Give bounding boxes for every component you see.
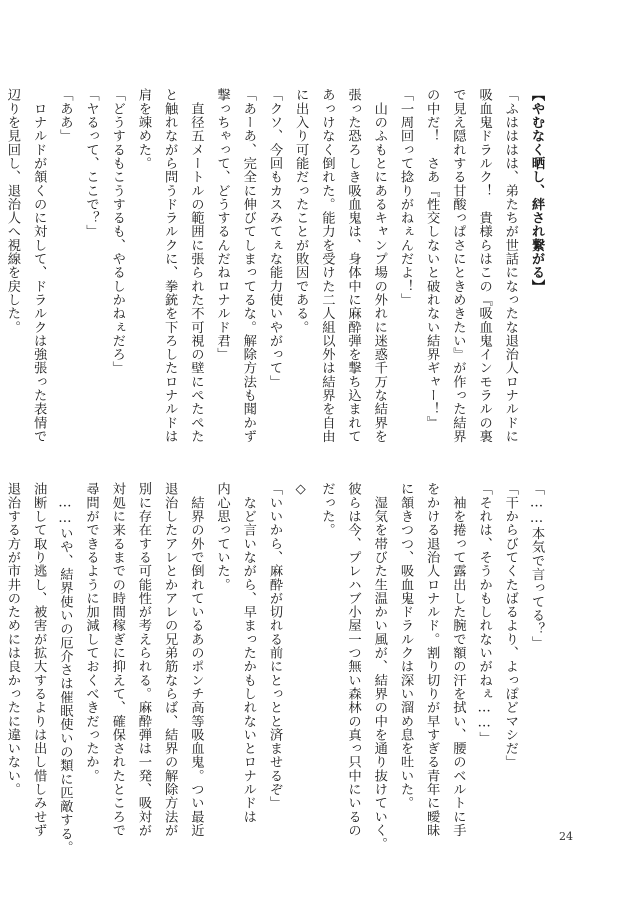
text-line: 「クソ、今回もカスみてぇな能力使いやがって」 [266, 88, 282, 389]
text-line: あっけなく倒れた。能力を受けた二人組以外は結界を自由 [319, 88, 335, 443]
text-line: 「……本気で言ってる？」 [529, 482, 544, 650]
upper-text-block [4, 88, 549, 478]
text-line: 「いいから、麻酔が切れる前にとっとと済ませるぞ」 [266, 482, 282, 810]
text-line: 山のふもとにあるキャンプ場の外れに迷惑千万な結界を [371, 88, 387, 443]
text-line: 退治する方が市井のためには良かったに違いない。 [4, 482, 20, 796]
text-line: 彼らは今、プレハブ小屋一つ無い森林の真っ只中にいるの [345, 482, 361, 837]
text-line: で見え隠れする甘酸っぱさにときめきたい』が作った結界 [450, 88, 466, 443]
lower-text-block [4, 482, 549, 872]
text-line: をかける退治人ロナルド。割り切りが早すぎる青年に曖昧 [424, 482, 440, 837]
text-line: 「あーあ、完全に伸びてしまってるな。解除方法も聞かず [240, 88, 256, 443]
text-line: 別に存在する可能性が考えられる。麻酔弾は一発、吸対が [135, 482, 151, 837]
text-line: 「どうするもこうするも、やるしかねぇだろ」 [109, 88, 125, 375]
text-line: 辺りを見回し、退治人へ視線を戻した。 [4, 88, 20, 334]
text-line: 「ふはははは、弟たちが世話になったな退治人ロナルドに [502, 88, 518, 443]
text-line: 「ああ」 [57, 88, 73, 143]
text-line: 「それは、そうかもしれないがねぇ……」 [476, 482, 492, 745]
text-line: 退治したアレとかアレの兄弟筋ならば、結界の解除方法が [162, 482, 178, 837]
text-line: の中だ！ さあ『性交しないと破れない結界ギャー！』 [424, 88, 440, 430]
text-line: 「一周回って捻りがねぇんだよ！」 [397, 88, 413, 307]
text-line: 対処に来るまでの時間稼ぎに抑えて、確保されたところで [109, 482, 125, 837]
text-line: 「干からびてくたばるより、よっぽどマシだ」 [502, 482, 518, 769]
page-number: 24 [559, 830, 573, 843]
text-line: 撃っちゃって、どうするんだねロナルド君」 [214, 88, 230, 361]
text-line: 結界の外で倒れているあのポンチ高等吸血鬼。つい最近 [188, 482, 204, 837]
text-line: 「ヤるって、ここで？」 [83, 88, 99, 239]
text-line: ◇ [293, 482, 309, 498]
text-line: だった。 [319, 482, 335, 537]
chapter-heading: 【やむなく晒し、絆され繋がる】 [529, 88, 544, 293]
text-line: に出入り可能だったことが敗因である。 [293, 88, 309, 334]
text-line: 湿気を帯びた生温かい風が、結界の中を通り抜けていく。 [371, 482, 387, 851]
text-line: ……いや、結界使いの厄介さは催眠使いの類に匹敵する。 [57, 482, 73, 854]
text-line: など言いながら、早まったかもしれないとロナルドは [240, 482, 256, 824]
text-line: 直径五メートルの範囲に張られた不可視の壁にぺたぺた [188, 88, 204, 443]
text-line: 内心思っていた。 [214, 482, 230, 592]
text-line: 袖を捲って露出した腕で額の汗を拭い、腰のベルトに手 [450, 482, 466, 837]
text-line: 尋問ができるように加減しておくべきだったか。 [83, 482, 99, 783]
text-line: 張った恐ろしき吸血鬼は、身体中に麻酔弾を撃ち込まれて [345, 88, 361, 443]
text-line: 吸血鬼ドラルク！ 貴様らはこの『吸血鬼インモラルの裏 [476, 88, 492, 443]
text-line: に頷きつつ、吸血鬼ドラルクは深い溜め息を吐いた。 [397, 482, 413, 810]
text-line: 肩を竦めた。 [135, 88, 151, 170]
text-line: と触れながら問うドラルクに、拳銃を下ろしたロナルドは [162, 88, 178, 443]
text-line: ロナルドが頷くのに対して、ドラルクは強張った表情で [31, 88, 47, 443]
text-line: 油断して取り逃し、被害が拡大するよりは出し惜しみせず [31, 482, 47, 837]
